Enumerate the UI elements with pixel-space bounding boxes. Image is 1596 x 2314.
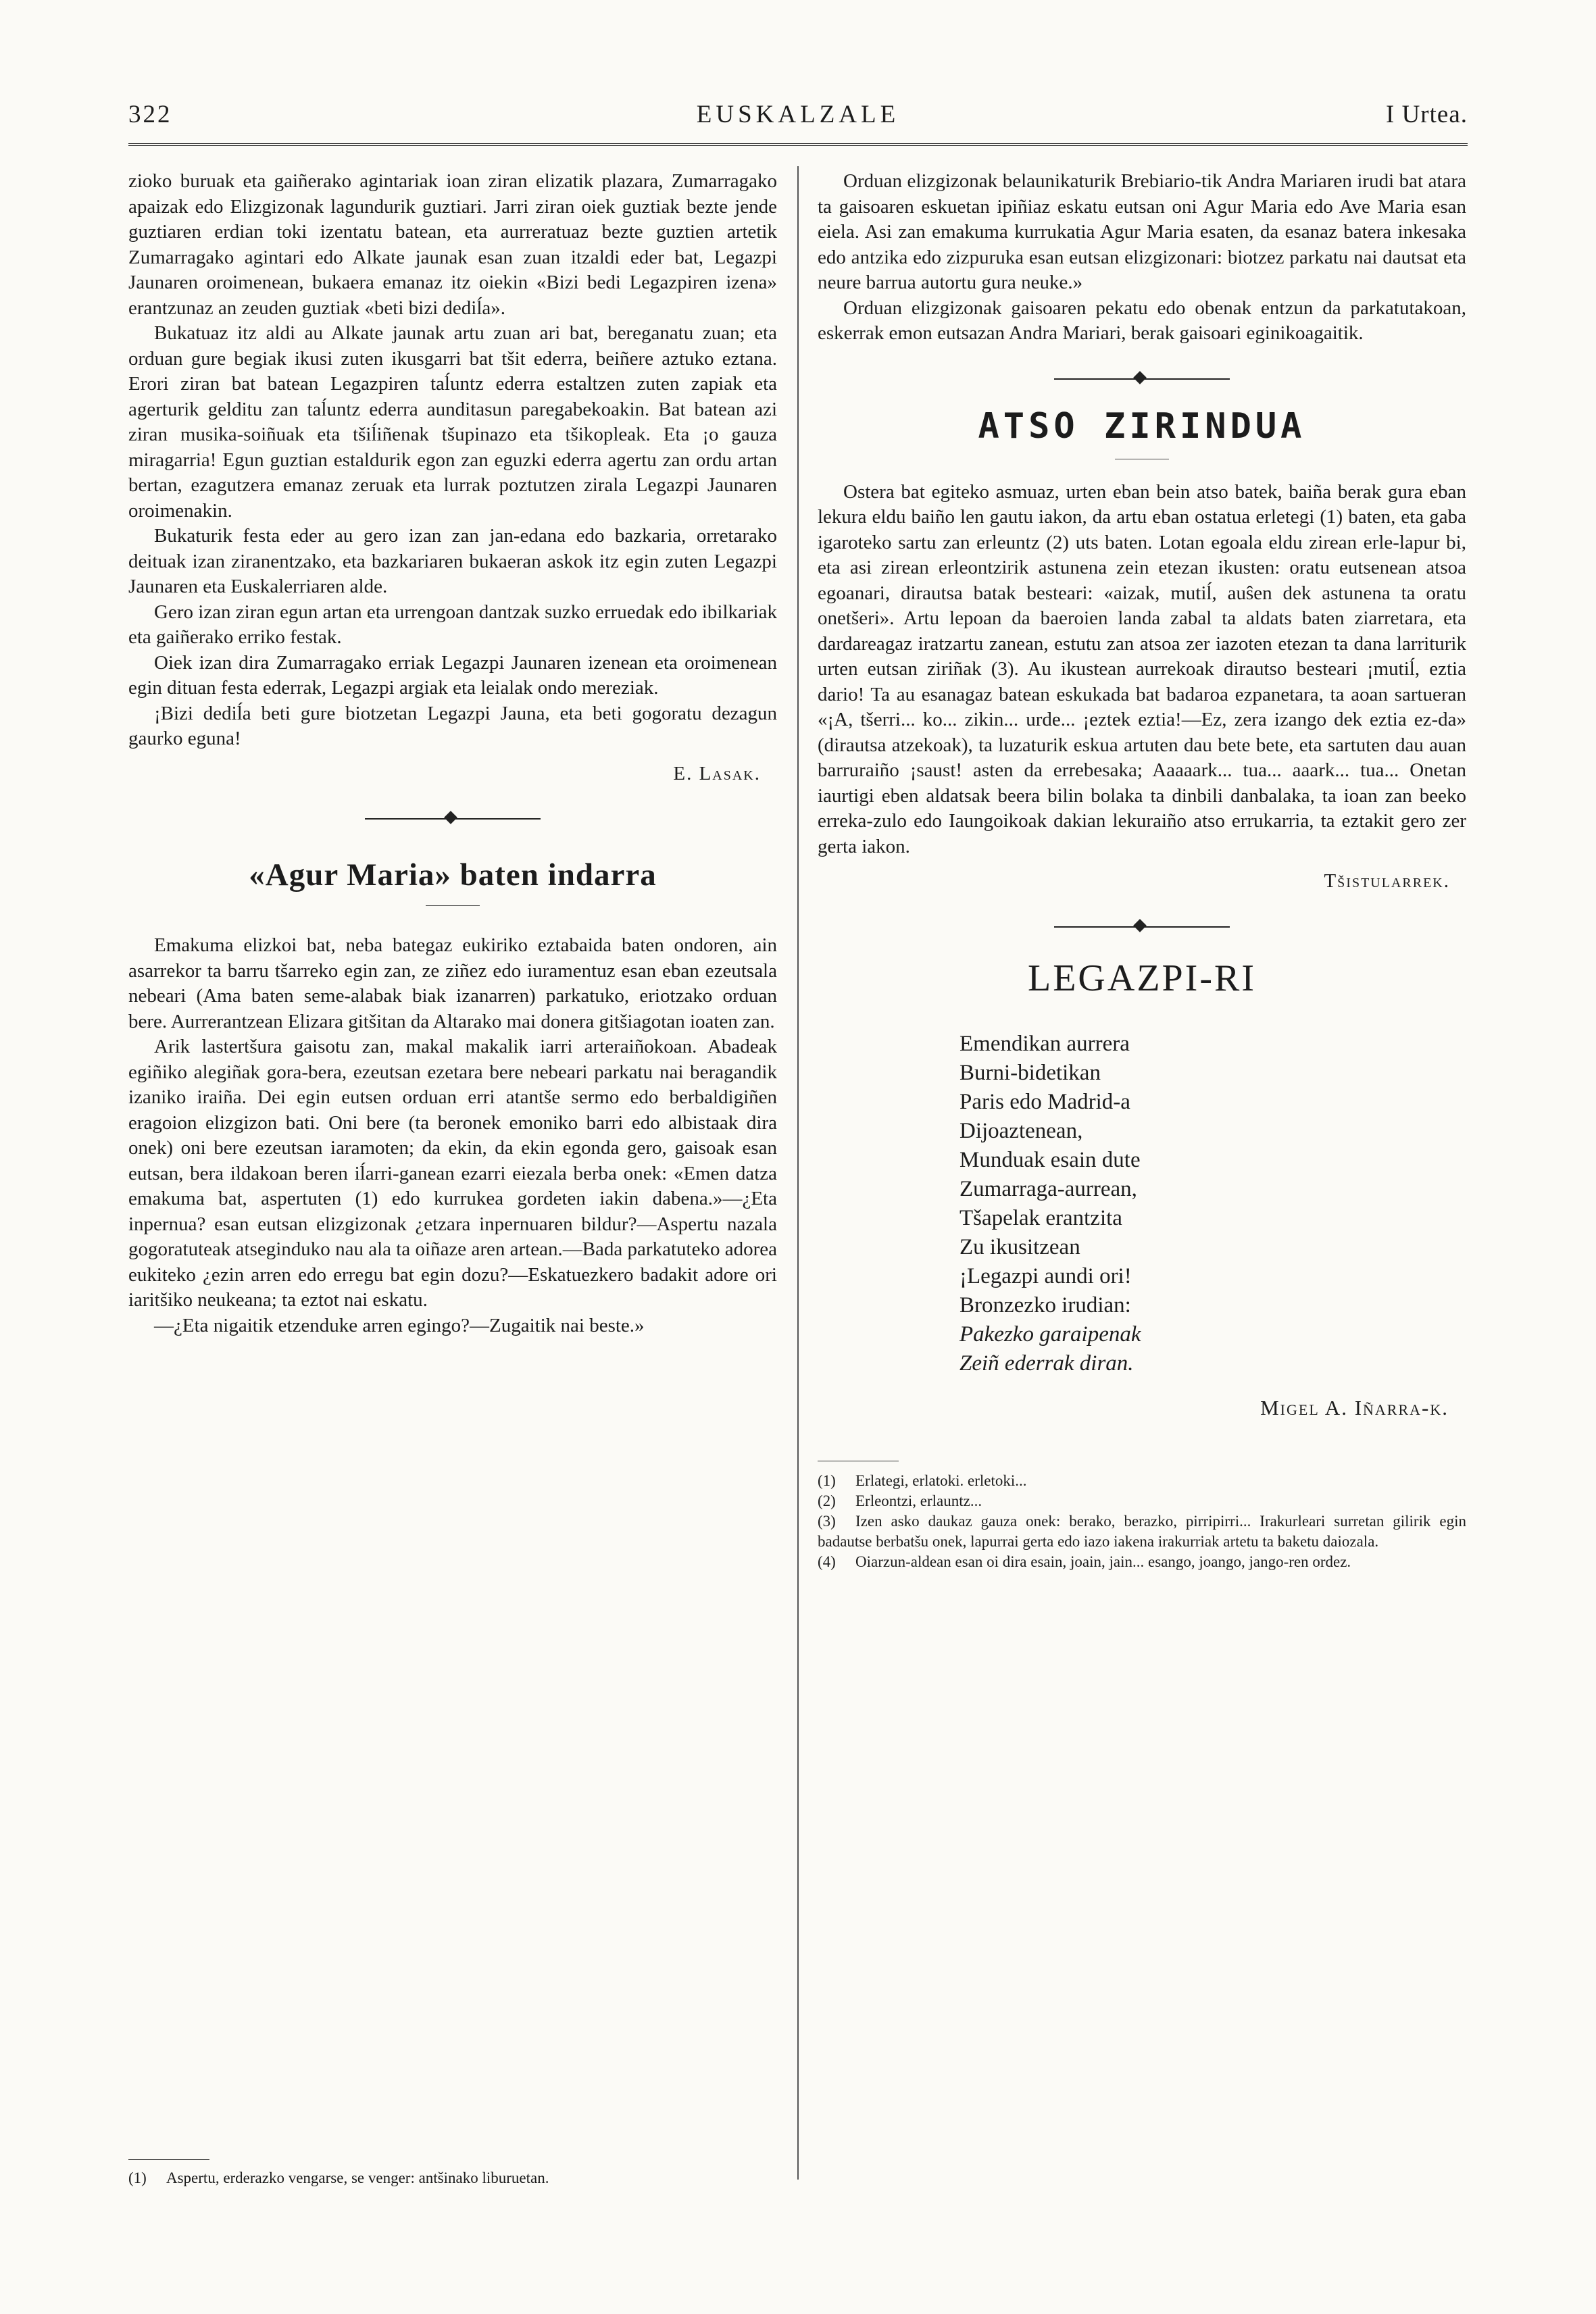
intro-paragraph: Bukaturik festa eder au gero izan zan jan-edana edo bazkaria, orretarako deituak izan ziranentzako, eta bazkariaren bukaeran askok itz egin zuten Legazpi Jaunaren eta Euskalerriaren alde. [128, 525, 777, 597]
column-divider [797, 166, 799, 2180]
left-footnotes [128, 2159, 777, 2188]
footnote-text: Izen asko daukaz gauza onek: berako, berazko, pirripirri... Irakurleari surretan gilirik egin badautse berbatšu onek, lapurrai gerta edo iazo iakena irakurriak artetu ta baketu daiozala. [818, 1512, 1466, 1550]
poem-line: Paris edo Madrid-a [959, 1089, 1130, 1114]
article-continuation: Orduan elizgizonak gaisoaren pekatu edo obenak entzun da parkatutakoan, eskerrak emon eutsazan Andra Mariari, berak gaisoari eginikoagaitik. [818, 297, 1466, 344]
atso-signature: Tšistularrek. [1324, 870, 1450, 892]
intro-paragraph: Oiek izan dira Zumarragako erriak Legazpi Jaunaren izenean eta oroimenean egin dituan festa ederrak, Legazpi argiak eta leialak ondo mereziak. [128, 651, 777, 699]
poem-line: Pakezko garaipenak [959, 1322, 1141, 1347]
poem-line: Zumarraga-aurrean, [959, 1176, 1137, 1201]
footnote-text: Oiarzun-aldean esan oi dira esain, joain, jain... esango, joango, jango-ren ordez. [855, 1553, 1351, 1570]
article-paragraph: —¿Eta nigaitik etzenduke arren egingo?—Zugaitik nai beste.» [154, 1314, 645, 1336]
article-paragraph: Arik lastertšura gaisotu zan, makal makalik iarri arteraiñokoan. Abadeak egiñiko alegiñak gora-bera, ezeutsan ezetara bere nebeari parkatu nai beragandik izaniko iraiña. Dei egin eutsen orduan erri atantše sermo edo berbaldigiñen eragoion elizgizon bati. Oni bere (ta beronek emoniko barri edo albistaak dira onek) oni bere ezeutsan iaramoten; da ekin, da ekin egonda gero, gaisoak esan eutsan, bera ildakoan beren iĺarri-ganean ezarri eiezala berba onek: «Emen datza emakuma bat, aspertuten (1) edo kurrukea gordeten iakin dabena.»—¿Eta inpernua? esan eutsan elizgizonak ¿etzara inpernuaren bildur?—Aspertu nazala gogoratuteak atseginduko nau ala ta oiñaze aren artean.—Bada parkatuteko adorea eukiteko ¿ezin arren edo erregu bat egin dozu?—Eskatuezkero badakit adore ori iaritšiko neukeana; ta eztot nai eskatu. [128, 1036, 777, 1311]
running-head [128, 93, 1468, 134]
article-paragraph: Emakuma elizkoi bat, neba bategaz eukiriko eztabaida baten ondoren, ain asarrekor ta barru tšarreko egin zan, ze ziñez edo iuramentuz esan eban ezeutsala nebeari (Ama baten seme-alabak biak izanarren) parkatuko, eriotzako orduan bere. Aurrerantzean Elizara gitšitan da Altarako mai donera gitšiagotan ioaten zan. [128, 934, 777, 1032]
intro-paragraph: Bukatuaz itz aldi au Alkate jaunak artu zuan ari bat, bereganatu zuan; eta orduan gure begiak ikusi zuten ikusgarri bat tšit ederra, beiñere aztuko eztana. Erori ziran bat batean Legazpiren taĺuntz ederra estaltzen zuten zapiak eta agerturik gelditu zan taĺuntz ederra aunditasun paregabekoakin. Bat batean azi ziran musika-soiñuak eta tšiĺiñenak tšupinazo eta tšikopleak. Eta ¡o gauza miragarria! Egun guztian estaldurik egon zan eguzki ederra agertu zan ordu artan bertan, ezagutzera emanaz zeruak eta lurrak poztutzen zirala Legazpi Jaunaren oroimenakin. [128, 322, 777, 522]
article-continuation: Orduan elizgizonak belaunikaturik Brebiario-tik Andra Mariaren irudi bat atara ta gaisoaren eskuetan ipiñiaz eskatu eutsan oni Agur Maria edo Ave Maria esan eiela. Asi zan emakuma kurrukatia Agur Maria esaten, da esanaz batera inkesaka edo antzika edo zizpuruka esan eutsan elizgizonari: biotzez parkatu nai dautsat eta neure barrua autortu gura neuke.» [818, 170, 1466, 293]
footnote [818, 1552, 1466, 1572]
right-column [818, 169, 1466, 1572]
footnote-text: Erlategi, erlatoki. erletoki... [855, 1472, 1027, 1489]
poem-line: Zu ikusitzean [959, 1234, 1080, 1259]
intro-signature: E. Lasak. [673, 762, 761, 784]
footnote-number: (1) [818, 1472, 836, 1489]
left-column [128, 169, 777, 1338]
article-title-agur-maria: «Agur Maria» baten indarra [249, 857, 657, 892]
article-paragraph: Ostera bat egiteko asmuaz, urten eban bein atso batek, baiña berak gura eban lekura eldu baiño len gautu iakon, da artu eban ostatua erletegi (1) baten, eta gaba igaroteko sartu zan erleuntz (2) uts baten. Lotan egoala eldu zirean erle-lapur bi, eta asi zirean erleontzirik astunena zein etezan ikusten: oratu eutsenean atsoa egoanari, dirautsa batak besteari: «aizak, mutiĺ, auŝen dek astunena ta oratu onetšeri». Artu lepoan da baeroien landa zabal ta aldats baten ziarretara, eta dardareagaz iratzartu zanean, estutu zan atsoa zer iazoten etezan ta dana larriturik urten eutsan ziriñak (3). Au ikustean aurrekoak dirautso besteari ¡mutiĺ, eztia dario! Ta au esanagaz batean eskukada bat badaroa ezpanetara, ta aoan sartueran «¡A, tšerri... ko... zikin... urde... ¡eztek eztia!—Ez, zera izango dek eztia ez-da» (dirautsa atzekoak), ta luzaturik eskua artuten dau bete bete, eta sartuten dau auan barruraiño ¡saust! asten da errebesaka; Aaaaark... tua... aaark... tua... Onetan iaurtigi eben aldatsak beera bilin bolaka ta dinbili danbalaka, ta ioan zan beeko erreka-zulo edo Iaungoikoak dakian lekuraiño atso errukarria, ta eztakit gero zer gerta iakon. [818, 480, 1466, 857]
section-ornament [1054, 920, 1230, 934]
poem-line: Munduak esain dute [959, 1147, 1141, 1172]
intro-paragraph: Gero izan ziran egun artan eta urrengoan dantzak suzko erruedak edo ibilkariak eta gaiñerako erriko festak. [128, 601, 777, 648]
page-number: 322 [128, 101, 172, 128]
poem-line: Dijoaztenean, [959, 1118, 1083, 1143]
footnote-text: Erleontzi, erlauntz... [855, 1492, 982, 1509]
poem-line: Tšapelak erantzita [959, 1205, 1122, 1230]
footnote-number: (1) [128, 2169, 147, 2186]
poem-line: Zeiñ ederrak diran. [959, 1351, 1134, 1376]
poem-line: Burni-bidetikan [959, 1060, 1101, 1085]
poem-line: Bronzezko irudian: [959, 1292, 1131, 1317]
volume-label: I Urtea. [1386, 101, 1468, 128]
intro-paragraph: ¡Bizi dediĺa beti gure biotzetan Legazpi Jauna, eta beti gogoratu dezagun gaurko eguna! [128, 702, 777, 749]
section-ornament [1054, 372, 1230, 386]
poem-line: Emendikan aurrera [959, 1031, 1130, 1056]
footnote [818, 1491, 1466, 1511]
poem-signature: Migel A. Iñarra-k. [1260, 1395, 1449, 1419]
footnote-rule [128, 2159, 209, 2160]
footnote-number: (4) [818, 1553, 836, 1570]
footnote-number: (3) [818, 1512, 836, 1530]
poem-title-legazpi-ri: LEGAZPI-RI [1028, 957, 1256, 999]
section-ornament [365, 812, 541, 826]
poem-line: ¡Legazpi aundi ori! [959, 1263, 1132, 1288]
footnote [818, 1511, 1466, 1552]
header-rule [128, 143, 1468, 146]
footnote-number: (2) [818, 1492, 836, 1509]
footnote [128, 2168, 777, 2188]
footnote [818, 1471, 1466, 1491]
footnote-text: Aspertu, erderazko vengarse, se venger: antšinako liburuetan. [166, 2169, 549, 2186]
article-title-atso-zirindua: ATSO ZIRINDUA [978, 405, 1306, 447]
intro-paragraph: zioko buruak eta gaiñerako agintariak ioan ziran elizatik plazara, Zumarragako apaizak edo Elizgizonak lagundurik guztiari. Jarri ziran oiek guztiak bezte jende guztiaren erdian toki izentatu batean, eta aurreratuaz bezte guztien artetik Zumarragako agintari edo Alkate jaunak esan zuan itzaldi eder bat, Legazpi Jaunaren oroimenean, bukaera emanaz itz oiekin «Bizi bedi Legazpiren izena» erantzunaz an zeuden guztiak «beti bizi dediĺa». [128, 170, 777, 319]
poem [959, 1030, 1466, 1378]
journal-title: EUSKALZALE [696, 101, 900, 128]
